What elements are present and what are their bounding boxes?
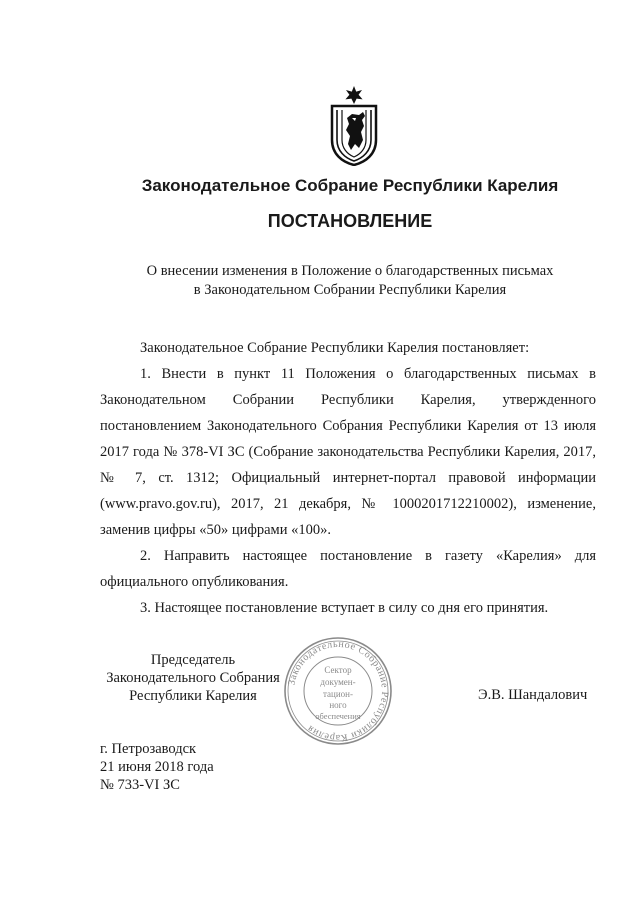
organization-title: Законодательное Собрание Республики Карелия bbox=[141, 176, 559, 195]
coat-of-arms-icon bbox=[328, 84, 380, 166]
date: 21 июня 2018 года bbox=[100, 759, 214, 775]
document-subject bbox=[60, 262, 640, 300]
city: г. Петрозаводск bbox=[100, 741, 197, 757]
stamp-inner-line: обеспечения bbox=[315, 711, 361, 721]
preamble: Законодательное Собрание Республики Карелия постановляет: bbox=[140, 340, 530, 356]
resolution-item-2: 2. Направить настоящее постановление в газету «Карелия» для официального опубликования. bbox=[100, 548, 596, 590]
document-body bbox=[100, 335, 596, 621]
resolution-item-3: 3. Настоящее постановление вступает в силу со дня его принятия. bbox=[140, 600, 549, 616]
stamp-inner-line: Сектор bbox=[324, 665, 352, 675]
stamp-inner-line: ного bbox=[329, 700, 347, 710]
signatory-position bbox=[98, 651, 288, 705]
subject-line: О внесении изменения в Положение о благодарственных письмах bbox=[146, 263, 554, 279]
document-type: ПОСТАНОВЛЕНИЕ bbox=[267, 211, 433, 231]
stamp-inner-line: тацион- bbox=[323, 689, 353, 699]
signer-name: Э.В. Шандалович bbox=[478, 687, 588, 703]
document-number: № 733-VI ЗС bbox=[100, 777, 180, 793]
document-footer bbox=[100, 740, 214, 794]
position-line: Законодательного Собрания bbox=[106, 670, 280, 686]
position-line: Республики Карелия bbox=[129, 688, 257, 704]
stamp-inner-line: докумен- bbox=[320, 677, 356, 687]
stamp-outer-text: Законодательное Собрание Республики Карелия bbox=[286, 638, 391, 744]
subject-line: в Законодательном Собрании Республики Карелия bbox=[193, 282, 507, 298]
resolution-item-1: 1. Внести в пункт 11 Положения о благодарственных письмах в Законодательном Собрании Республики Карелия, утвержденного постановлением Законодательного Собрания Республики Карелия от 13 июля 2017 года № 378-VI ЗС (Собрание законодательства Республики Карелия, 2017, № 7, ст. 1312; Официальный интернет-портал правовой информации (www.pravo.gov.ru), 2017, 21 декабря, № 1000201712210002), изменение, заменив цифры «50» цифрами «100». bbox=[100, 366, 596, 538]
official-stamp bbox=[282, 635, 394, 747]
position-line: Председатель bbox=[150, 652, 236, 668]
